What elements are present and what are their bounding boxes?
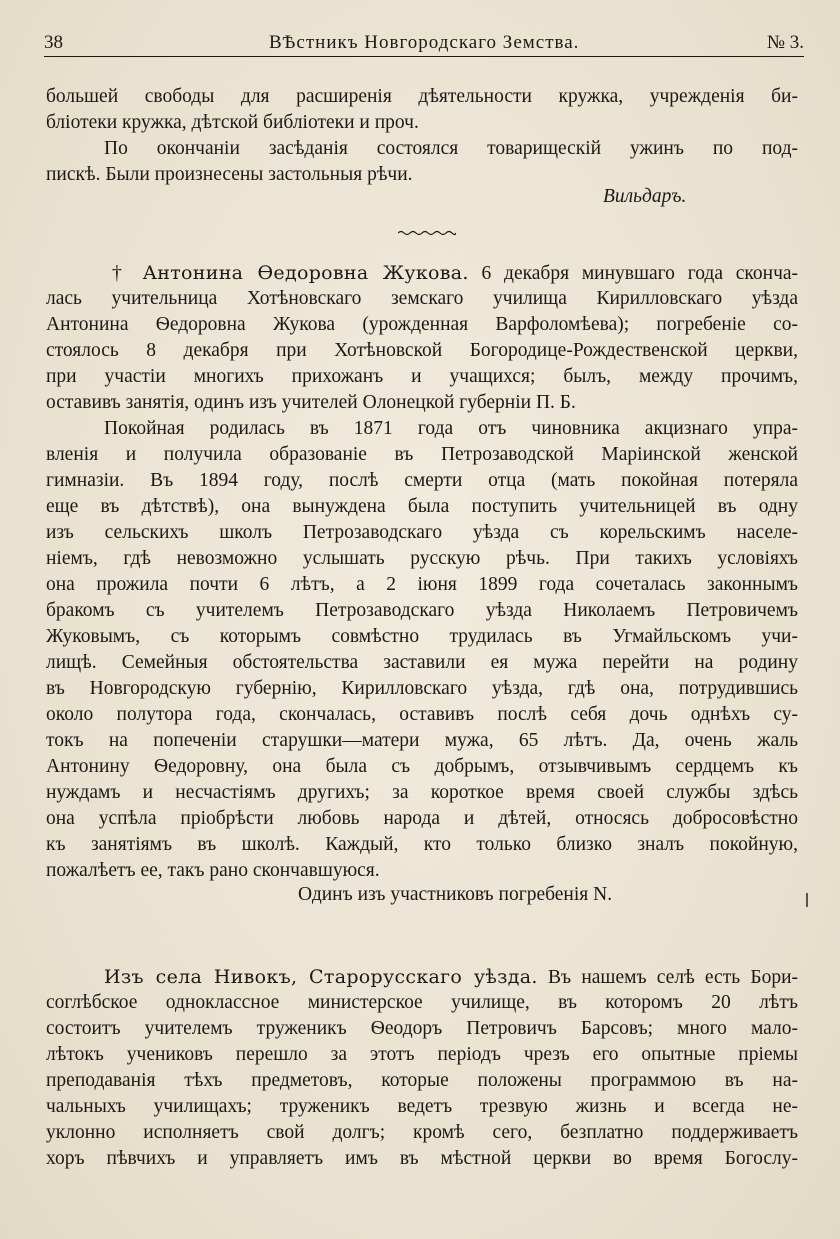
journal-title: ВѢстникъ Новгородскаго Земства.: [269, 32, 580, 53]
obituary-name: Антонина Ѳедоровна Жукова.: [142, 262, 469, 284]
text-line: бракомъ съ учителемъ Петрозаводскаго уѣзда Николаемъ Петровичемъ: [46, 600, 798, 621]
text-line: еще въ дѣтствѣ), она вынуждена была поступить учительницей въ одну: [46, 496, 798, 517]
margin-mark: [806, 893, 808, 907]
village-heading: Изъ села Нивокъ, Старорусскаго уѣзда.: [104, 966, 538, 988]
text-line: состоитъ учителемъ труженикъ Ѳеодоръ Петровичъ Барсовъ; много мало-: [46, 1018, 798, 1039]
text-line: чальныхъ училищахъ; труженикъ ведетъ трезвую жизнь и всегда не-: [46, 1096, 798, 1117]
text-line: преподаванія тѣхъ предметовъ, которые положены программою въ на-: [46, 1070, 798, 1091]
text-line: она успѣла пріобрѣсти любовь народа и дѣтей, относясь добросовѣстно: [46, 808, 798, 829]
page-number: 38: [44, 32, 63, 53]
text-line: токъ на попеченіи старушки—матери мужа, 65 лѣтъ. Да, очень жаль: [46, 730, 798, 751]
village-section: [46, 964, 798, 1172]
text-line: нуждамъ и несчастіямъ другихъ; за короткое время своей службы здѣсь: [46, 782, 798, 803]
text-line: пискѣ. Были произнесены застольныя рѣчи.: [46, 164, 413, 185]
cross-mark: †: [104, 262, 130, 284]
obituary-section: [46, 260, 798, 884]
text-line: изъ сельскихъ школъ Петрозаводскаго уѣзда съ корельскимъ населе-: [46, 522, 798, 543]
text-line: вленія и получила образованіе въ Петрозаводской Маріинской женской: [46, 444, 798, 465]
text-line: ніемъ, гдѣ невозможно услышать русскую рѣчь. При такихъ условіяхъ: [46, 548, 798, 569]
intro-paragraph: [46, 84, 798, 188]
section-divider: [398, 230, 456, 236]
text-line: около полутора года, скончалась, оставивъ послѣ себя дочь однѣхъ су-: [46, 704, 798, 725]
text-line: хоръ пѣвчихъ и управляетъ имъ въ мѣстной церкви во время Богослу-: [46, 1148, 798, 1169]
text-line: уклонно исполняетъ свой долгъ; кромѣ сего, безплатно поддерживаетъ: [46, 1122, 798, 1143]
text-line: Антонину Ѳедоровну, она была съ добрымъ, отзывчивымъ сердцемъ къ: [46, 756, 798, 777]
text-line: пожалѣетъ ее, такъ рано скончавшуюся.: [46, 860, 380, 881]
text-line: соглѣбское одноклассное министерское училище, въ которомъ 20 лѣтъ: [46, 992, 798, 1013]
text-line: стоялось 8 декабря при Хотѣновской Богородице-Рождественской церкви,: [46, 340, 798, 361]
text-line: при участіи многихъ прихожанъ и учащихся; былъ, между прочимъ,: [46, 366, 798, 387]
obituary-lead-text: 6 декабря минувшаго года сконча-: [481, 263, 798, 284]
text-line: въ Новгородскую губернію, Кирилловскаго уѣзда, гдѣ она, потрудившись: [46, 678, 798, 699]
text-line: лась учительница Хотѣновскаго земскаго училища Кирилловскаго уѣзда: [46, 288, 798, 309]
obituary-signature: Одинъ изъ участниковъ погребенія N.: [298, 884, 613, 905]
text-line: лищѣ. Семейныя обстоятельства заставили ея мужа перейти на родину: [46, 652, 798, 673]
running-header: [44, 30, 804, 58]
text-line: она прожила почти 6 лѣтъ, а 2 іюня 1899 года сочеталась законнымъ: [46, 574, 798, 595]
text-line: [46, 964, 798, 990]
issue-number: № 3.: [766, 32, 804, 53]
text-line: [46, 260, 798, 286]
text-line: По окончаніи засѣданія состоялся товарищескій ужинъ по под-: [104, 138, 798, 159]
text-line: большей свободы для расширенія дѣятельности кружка, учрежденія би-: [46, 86, 798, 107]
text-line: оставивъ занятія, одинъ изъ учителей Олонецкой губерніи П. Б.: [46, 392, 576, 413]
header-rule: [44, 56, 804, 57]
text-line: къ занятіямъ въ школѣ. Каждый, кто только близко зналъ покойную,: [46, 834, 798, 855]
text-line: Жуковымъ, съ которымъ совмѣстно трудилась въ Угмайльскомъ учи-: [46, 626, 798, 647]
text-line: гимназіи. Въ 1894 году, послѣ смерти отца (мать покойная потеряла: [46, 470, 798, 491]
signature-vildar: Вильдаръ.: [603, 186, 687, 207]
text-line: Покойная родилась въ 1871 года отъ чиновника акцизнаго упра-: [104, 418, 798, 439]
text-line: Антонина Ѳедоровна Жукова (урожденная Варфоломѣева); погребеніе со-: [46, 314, 798, 335]
village-lead-text: Въ нашемъ селѣ есть Бори-: [548, 967, 798, 988]
text-line: лѣтокъ учениковъ перешло за этотъ періодъ чрезъ его опытные пріемы: [46, 1044, 798, 1065]
text-line: бліотеки кружка, дѣтской библіотеки и проч.: [46, 112, 419, 133]
